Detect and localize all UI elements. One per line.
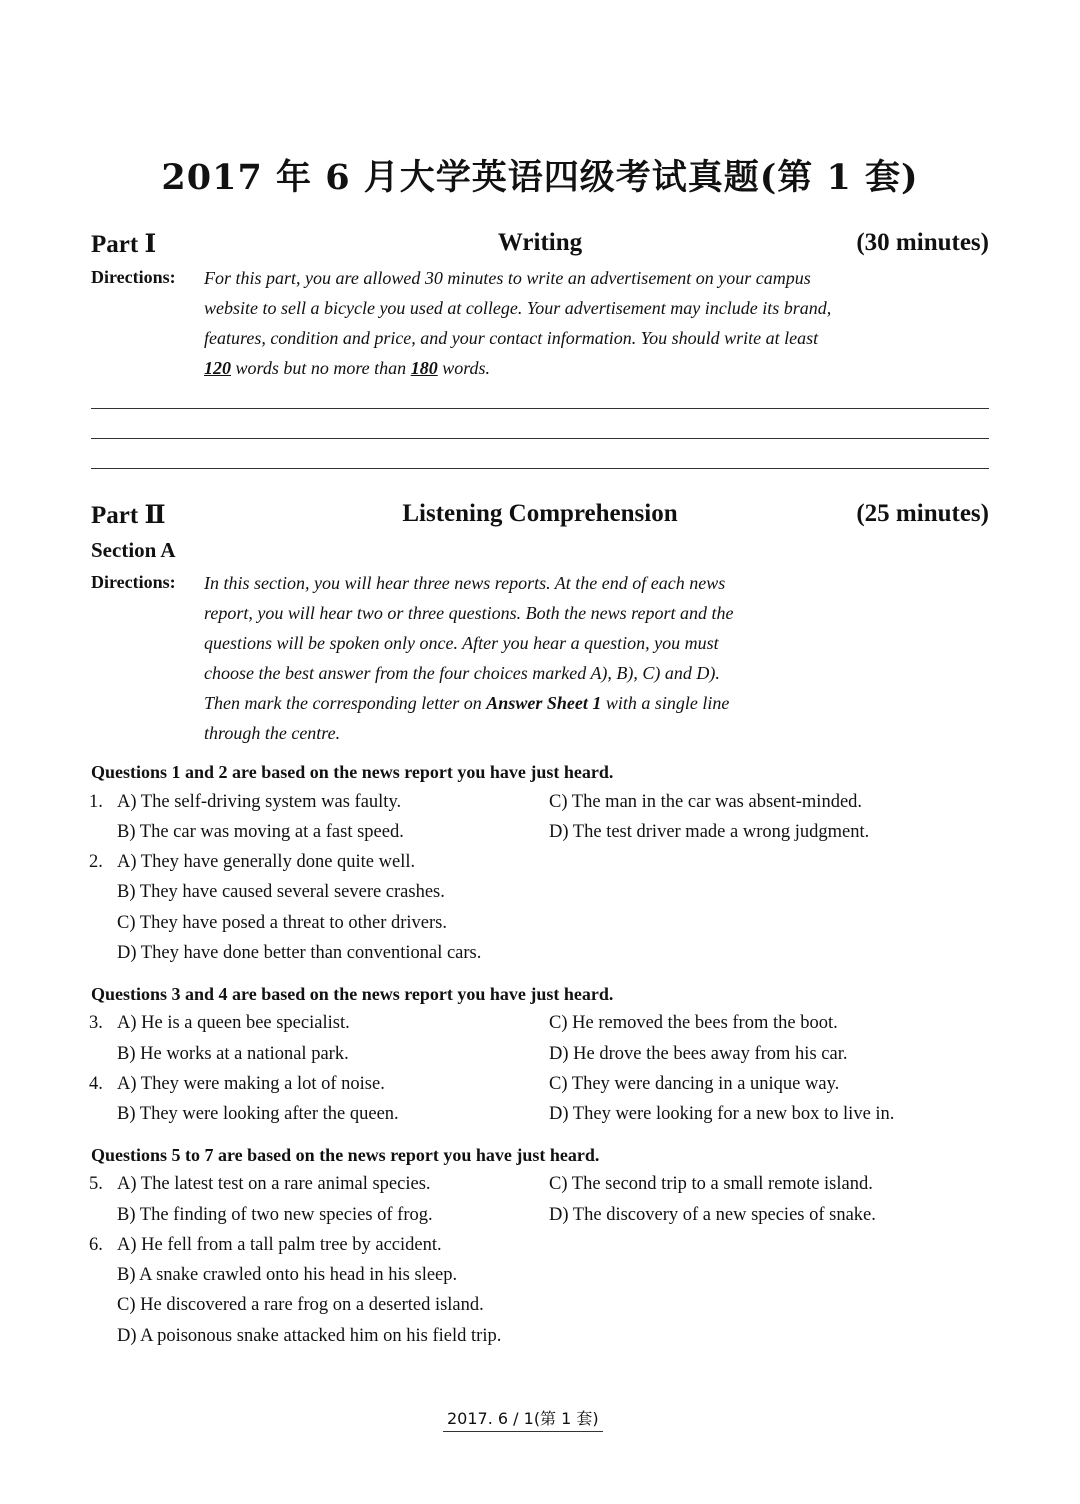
option-d: D) The test driver made a wrong judgment.	[549, 822, 870, 842]
option-b: B) The finding of two new species of frog.	[117, 1205, 433, 1225]
directions-line: Then mark the corresponding letter on Answer Sheet 1 with a single line	[204, 693, 730, 713]
part-1-label: Part Ⅰ	[91, 231, 157, 258]
question-number: 1.	[89, 792, 103, 812]
part-2-heading: Listening Comprehension	[402, 500, 678, 527]
writing-line	[91, 408, 989, 409]
directions-line: features, condition and price, and your contact information. You should write at least	[204, 328, 819, 348]
part-1-directions-label: Directions:	[91, 267, 176, 287]
question-number: 2.	[89, 852, 103, 872]
question-group-header: Questions 1 and 2 are based on the news report you have just heard.	[91, 762, 614, 782]
answer-sheet-ref: Answer Sheet 1	[486, 693, 602, 713]
option-b: B) The car was moving at a fast speed.	[117, 822, 404, 842]
option-d: D) A poisonous snake attacked him on his field trip.	[117, 1326, 502, 1346]
part-1-header	[91, 229, 989, 263]
option-a: A) He is a queen bee specialist.	[117, 1013, 350, 1033]
question-number: 6.	[89, 1235, 103, 1255]
part-1-heading: Writing	[497, 229, 583, 256]
question-number: 4.	[89, 1074, 103, 1094]
directions-line: choose the best answer from the four choices marked A), B), C) and D).	[204, 663, 720, 683]
page-footer: 2017. 6 / 1(第 1 套)	[443, 1406, 603, 1432]
question-number: 3.	[89, 1013, 103, 1033]
option-d: D) They were looking for a new box to live in.	[549, 1104, 895, 1124]
part-2-directions	[204, 568, 733, 748]
option-b: B) A snake crawled onto his head in his sleep.	[117, 1265, 458, 1285]
option-b: B) He works at a national park.	[117, 1044, 349, 1064]
option-c: C) He discovered a rare frog on a deserted island.	[117, 1295, 484, 1315]
question-number: 5.	[89, 1174, 103, 1194]
option-a: A) He fell from a tall palm tree by accident.	[117, 1235, 442, 1255]
option-d: D) The discovery of a new species of snake.	[549, 1205, 876, 1225]
option-d: D) He drove the bees away from his car.	[549, 1044, 848, 1064]
min-words: 120	[204, 358, 231, 378]
part-1-time: (30 minutes)	[856, 229, 989, 256]
option-c: C) The second trip to a small remote island.	[549, 1174, 873, 1194]
directions-line: For this part, you are allowed 30 minutes to write an advertisement on your campus	[204, 268, 811, 288]
part-2-label: Part Ⅱ	[91, 502, 166, 529]
option-c: C) They were dancing in a unique way.	[549, 1074, 840, 1094]
directions-line: 120 words but no more than 180 words.	[204, 358, 491, 378]
page-title: 2017 年 6 月大学英语四级考试真题(第 1 套)	[161, 157, 919, 198]
max-words: 180	[410, 358, 438, 378]
option-c: C) The man in the car was absent-minded.	[549, 792, 863, 812]
writing-line	[91, 438, 989, 439]
option-a: A) They were making a lot of noise.	[117, 1074, 385, 1094]
option-a: A) The latest test on a rare animal species.	[117, 1174, 431, 1194]
writing-line	[91, 468, 989, 469]
part-2-time: (25 minutes)	[856, 500, 989, 527]
directions-line: report, you will hear two or three questions. Both the news report and the	[204, 603, 734, 623]
part-2-directions-label: Directions:	[91, 572, 176, 592]
section-a-title: Section A	[91, 538, 176, 562]
option-a: A) They have generally done quite well.	[117, 852, 416, 872]
part-2-header	[91, 500, 989, 534]
option-a: A) The self-driving system was faulty.	[117, 792, 402, 812]
option-d: D) They have done better than conventional cars.	[117, 943, 482, 963]
option-c: C) He removed the bees from the boot.	[549, 1013, 838, 1033]
question-group-header: Questions 5 to 7 are based on the news report you have just heard.	[91, 1145, 600, 1165]
question-group-header: Questions 3 and 4 are based on the news report you have just heard.	[91, 984, 614, 1004]
option-c: C) They have posed a threat to other drivers.	[117, 913, 447, 933]
directions-line: through the centre.	[204, 723, 341, 743]
part-1-directions	[204, 263, 831, 383]
directions-line: website to sell a bicycle you used at college. Your advertisement may include its brand,	[204, 298, 832, 318]
option-b: B) They have caused several severe crashes.	[117, 882, 445, 902]
option-b: B) They were looking after the queen.	[117, 1104, 399, 1124]
directions-line: In this section, you will hear three news reports. At the end of each news	[204, 573, 726, 593]
directions-line: questions will be spoken only once. After you hear a question, you must	[204, 633, 719, 653]
